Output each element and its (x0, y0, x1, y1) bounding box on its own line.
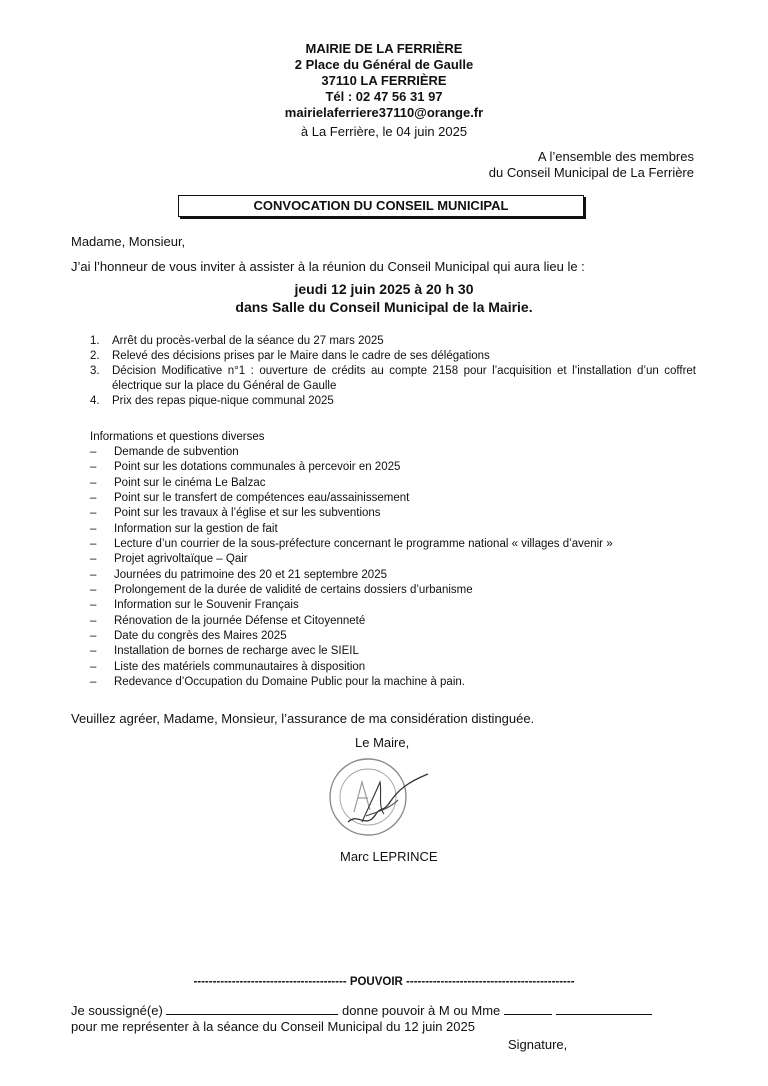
agenda-item (90, 349, 696, 364)
info-item: – Demande de subvention (90, 445, 690, 460)
pouvoir-line2: pour me représenter à la séance du Conseil Municipal du 12 juin 2025 (71, 1019, 475, 1034)
pouvoir-line1-label2: donne pouvoir à M ou Mme (342, 1003, 501, 1018)
infos-heading: Informations et questions diverses (90, 431, 265, 443)
meeting-place: dans Salle du Conseil Municipal de la Mairie. (235, 299, 533, 315)
agenda-number: 1. (90, 335, 100, 347)
org-city: 37110 LA FERRIÈRE (321, 73, 447, 88)
info-item: – Installation de bornes de recharge avec le SIEIL (90, 644, 690, 659)
pouvoir-heading: ---------------------------------------- POUVOIR -------------------------------------------- (193, 976, 575, 988)
info-item: – Point sur le transfert de compétences eau/assainissement (90, 491, 690, 506)
agenda-number: 2. (90, 350, 100, 362)
info-item: – Information sur le Souvenir Français (90, 598, 690, 613)
agenda-text: Relevé des décisions prises par le Maire dans le cadre de ses délégations (112, 350, 490, 362)
info-item: – Lecture d’un courrier de la sous-préfecture concernant le programme national « villages d’avenir » (90, 537, 690, 552)
seal-stamp-image (318, 752, 438, 842)
name-blank-field[interactable] (166, 1003, 338, 1015)
info-item: – Projet agrivoltaïque – Qair (90, 552, 690, 567)
org-name: MAIRIE DE LA FERRIÈRE (305, 41, 463, 56)
agenda-list (90, 334, 696, 409)
agenda-text: Prix des repas pique-nique communal 2025 (112, 395, 334, 407)
agenda-item (90, 394, 696, 409)
proxy-title-blank-field[interactable] (504, 1003, 552, 1015)
org-address: 2 Place du Général de Gaulle (294, 57, 474, 72)
pouvoir-line1-label: Je soussigné(e) (71, 1003, 163, 1018)
recipient-line2: du Conseil Municipal de La Ferrière (488, 165, 694, 180)
meeting-datetime: jeudi 12 juin 2025 à 20 h 30 (294, 281, 474, 297)
proxy-name-blank-field[interactable] (556, 1003, 652, 1015)
signatory-role: Le Maire, (355, 735, 410, 750)
intro-text: J’ai l’honneur de vous inviter à assister à la réunion du Conseil Municipal qui aura lieu le : (71, 259, 585, 274)
agenda-number: 3. (90, 365, 100, 377)
agenda-item (90, 334, 696, 349)
info-item: – Prolongement de la durée de validité de certains dossiers d’urbanisme (90, 583, 690, 598)
mayor-seal (318, 752, 438, 842)
info-item: – Date du congrès des Maires 2025 (90, 629, 690, 644)
info-item: – Redevance d’Occupation du Domaine Public pour la machine à pain. (90, 675, 690, 690)
agenda-text: Arrêt du procès-verbal de la séance du 27 mars 2025 (112, 335, 384, 347)
signature-label: Signature, (508, 1037, 568, 1052)
recipient-line1: A l’ensemble des membres (537, 149, 694, 164)
org-email: mairielaferriere37110@orange.fr (284, 105, 484, 120)
org-phone: Tél : 02 47 56 31 97 (325, 89, 443, 104)
date-line: à La Ferrière, le 04 juin 2025 (300, 124, 468, 139)
agenda-number: 4. (90, 395, 100, 407)
agenda-item (90, 364, 696, 394)
info-item: – Point sur les dotations communales à percevoir en 2025 (90, 460, 690, 475)
info-item: – Liste des matériels communautaires à disposition (90, 660, 690, 675)
infos-list (90, 445, 690, 691)
info-item: – Point sur les travaux à l’église et sur les subventions (90, 506, 690, 521)
signatory-name: Marc LEPRINCE (340, 849, 438, 864)
info-item: – Journées du patrimoine des 20 et 21 septembre 2025 (90, 568, 690, 583)
pouvoir-line1 (71, 1003, 711, 1019)
salutation: Madame, Monsieur, (71, 234, 186, 249)
agenda-text: Décision Modificative n°1 : ouverture de crédits au compte 2158 pour l’acquisition et l’installation d’un coffret électrique sur la place du Général de Gaulle (112, 365, 696, 392)
info-item: – Rénovation de la journée Défense et Citoyenneté (90, 614, 690, 629)
info-item: – Information sur la gestion de fait (90, 522, 690, 537)
closing-text: Veuillez agréer, Madame, Monsieur, l’assurance de ma considération distinguée. (71, 711, 535, 726)
info-item: – Point sur le cinéma Le Balzac (90, 476, 690, 491)
document-title: CONVOCATION DU CONSEIL MUNICIPAL (178, 195, 584, 217)
